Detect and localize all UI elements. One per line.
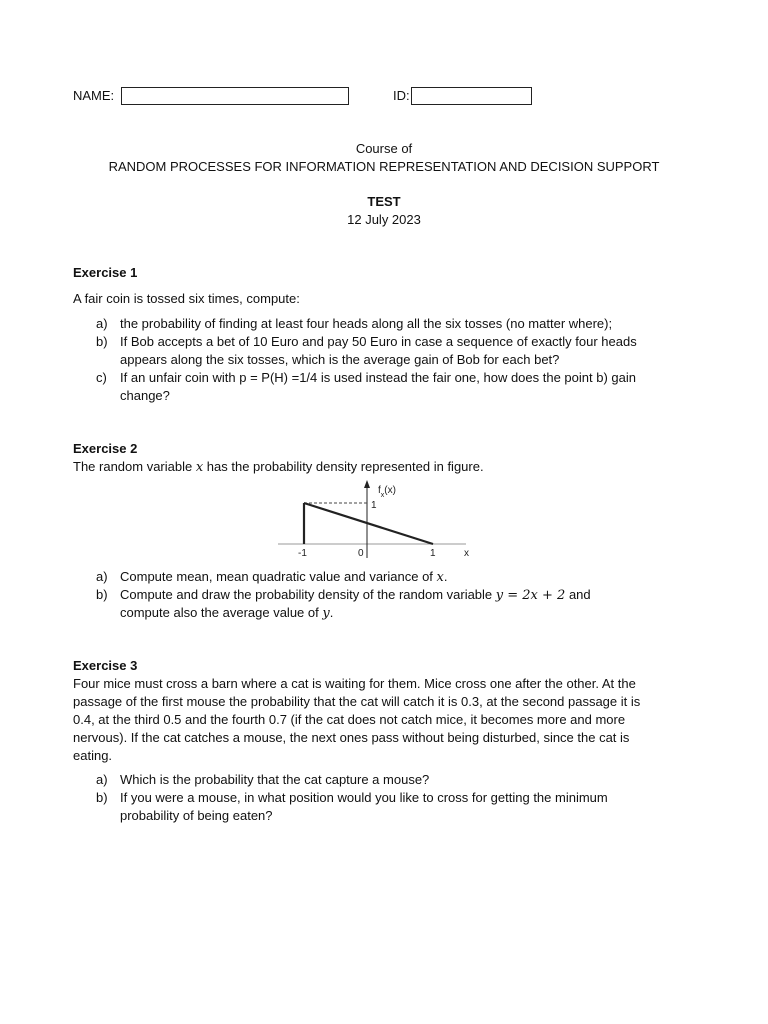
exercise-3-line: 0.4, at the third 0.5 and the fourth 0.7 (if the cat does not catch mice, it becomes more and more — [73, 712, 626, 727]
y-axis-label: $f_x(x)$ — [378, 485, 396, 499]
id-field[interactable] — [411, 87, 532, 105]
exercise-3-line: eating. — [73, 748, 113, 763]
exercise-2-item-b — [96, 586, 716, 622]
item-text: If Bob accepts a bet of 10 Euro and pay 50 Euro in case a sequence of exactly four heads — [120, 334, 637, 349]
exercise-1-item-c — [96, 369, 716, 405]
exercise-3-line: nervous). If the cat catches a mouse, the next ones pass without being disturbed, since the cat is — [73, 730, 630, 745]
item-marker: a) — [96, 316, 108, 331]
exercise-3-title: Exercise 3 — [73, 658, 138, 673]
test-label: TEST — [367, 194, 401, 209]
exercise-2-title: Exercise 2 — [73, 441, 138, 456]
id-label: ID: — [393, 88, 410, 103]
item-marker: a) — [96, 569, 108, 584]
variable-x: x — [436, 570, 444, 585]
density-figure — [270, 478, 480, 560]
item-marker: c) — [96, 370, 107, 385]
name-field[interactable] — [121, 87, 349, 105]
y-axis-arrow — [364, 480, 370, 488]
item-text: probability of being eaten? — [120, 808, 273, 823]
course-title: RANDOM PROCESSES FOR INFORMATION REPRESENTATION AND DECISION SUPPORT — [108, 159, 660, 174]
x-tick-1: 1 — [430, 548, 436, 559]
item-marker: b) — [96, 790, 108, 805]
item-text: Compute mean, mean quadratic value and variance of x. — [120, 569, 448, 585]
item-text: change? — [120, 388, 170, 403]
exercise-3-line: Four mice must cross a barn where a cat is waiting for them. Mice cross one after the other. At the — [73, 676, 636, 691]
item-text: If you were a mouse, in what position would you like to cross for getting the minimum — [120, 790, 608, 805]
exercise-3-item-a — [96, 771, 716, 789]
intro-text-post: has the probability density represented in figure. — [203, 459, 484, 474]
item-text: appears along the six tosses, which is the average gain of Bob for each bet? — [120, 352, 560, 367]
exercise-1-intro: A fair coin is tossed six times, compute: — [73, 291, 300, 306]
exercise-3-item-b — [96, 789, 716, 825]
item-text: Compute and draw the probability density of the random variable y = 2x + 2 and — [120, 587, 591, 603]
item-marker: a) — [96, 772, 108, 787]
exercise-2-item-a — [96, 568, 716, 586]
exercise-1-item-a — [96, 315, 716, 333]
name-label: NAME: — [73, 88, 115, 103]
equation-y: y = 2x + 2 — [495, 588, 566, 603]
item-text: compute also the average value of y. — [120, 605, 334, 621]
x-tick-minus1: -1 — [298, 548, 307, 559]
item-text: If an unfair coin with p = P(H) =1/4 is used instead the fair one, how does the point b) gain — [120, 370, 636, 385]
exercise-1-title: Exercise 1 — [73, 265, 138, 280]
intro-text-pre: The random variable — [73, 459, 196, 474]
density-slope — [304, 503, 433, 544]
item-marker: b) — [96, 334, 108, 349]
exercise-3-line: passage of the first mouse the probability that the cat will catch it is 0.3, at the second passage it is — [73, 694, 641, 709]
item-marker: b) — [96, 587, 108, 602]
course-line: Course of — [355, 141, 413, 156]
x-axis-label: x — [464, 548, 469, 559]
item-text: Which is the probability that the cat capture a mouse? — [120, 772, 430, 787]
variable-y: y — [322, 606, 330, 621]
test-date: 12 July 2023 — [347, 212, 421, 227]
variable-x: x — [195, 460, 204, 475]
exercise-1-item-b — [96, 333, 716, 369]
item-text: the probability of finding at least four heads along all the six tosses (no matter where); — [120, 316, 613, 331]
y-tick-1: 1 — [371, 500, 377, 511]
exercise-2-intro — [73, 458, 484, 477]
x-tick-0: 0 — [358, 548, 364, 559]
